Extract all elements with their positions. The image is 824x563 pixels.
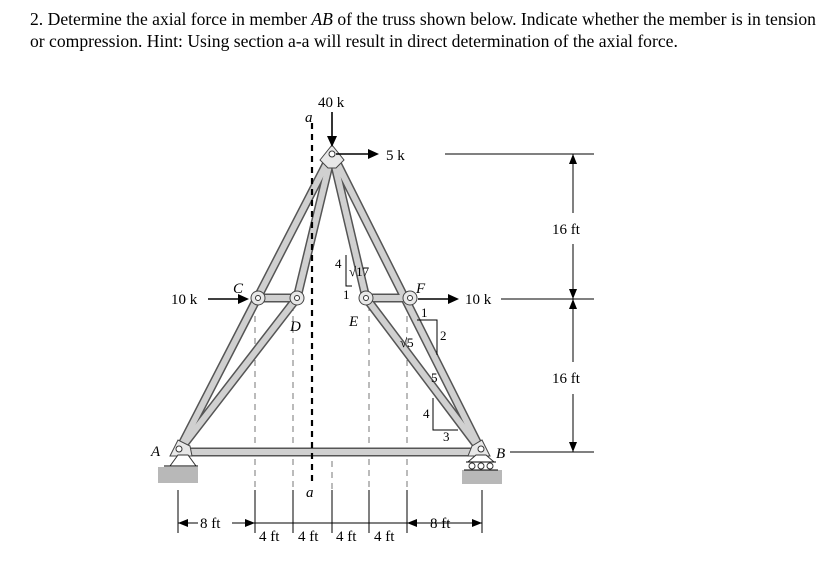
load-40k-label: 40 k bbox=[318, 95, 345, 111]
joint-label-F: F bbox=[416, 281, 426, 297]
dim-4ft-2: 4 ft bbox=[298, 529, 319, 545]
joint-label-C: C bbox=[233, 281, 244, 297]
height-upper-label: 16 ft bbox=[552, 222, 580, 238]
load-10k-right bbox=[418, 292, 492, 308]
slope-3-hyp: 5 bbox=[431, 370, 438, 385]
slope-2-hyp: √5 bbox=[400, 335, 414, 350]
horizontal-dimension bbox=[178, 490, 482, 545]
roller-support-B bbox=[464, 455, 498, 470]
dim-8ft-right: 8 ft bbox=[430, 516, 451, 532]
dim-4ft-3: 4 ft bbox=[336, 529, 357, 545]
slope-2-rise: 1 bbox=[421, 305, 428, 320]
right-ground bbox=[462, 470, 502, 484]
slope-1-run: 1 bbox=[343, 287, 350, 302]
left-ground bbox=[158, 467, 198, 483]
dim-4ft-1: 4 ft bbox=[259, 529, 280, 545]
joint-gussets bbox=[170, 145, 490, 456]
load-5k-label: 5 k bbox=[386, 148, 405, 164]
load-5k bbox=[336, 148, 405, 164]
height-lower-label: 16 ft bbox=[552, 371, 580, 387]
problem-text-1: Determine the axial force in member bbox=[47, 9, 307, 29]
pin-support-A bbox=[164, 455, 198, 466]
slope-3-run: 3 bbox=[443, 429, 450, 444]
load-10k-right-label: 10 k bbox=[465, 292, 492, 308]
load-40k bbox=[318, 95, 345, 147]
dim-8ft-left: 8 ft bbox=[200, 516, 221, 532]
slope-1-rise: 4 bbox=[335, 256, 342, 271]
slope-2-run: 2 bbox=[440, 328, 447, 343]
problem-text-2: of the truss shown below. Indicate whether the member is in tension or compression. Hint: Using section a-a will result in direct determination of the axial force. bbox=[30, 9, 816, 51]
section-label-top: a bbox=[305, 110, 313, 126]
problem-number: 2. bbox=[30, 9, 44, 29]
member-label: AB bbox=[311, 9, 333, 29]
load-10k-left-label: 10 k bbox=[171, 292, 198, 308]
joint-label-D: D bbox=[290, 319, 301, 335]
dim-4ft-4: 4 ft bbox=[374, 529, 395, 545]
slope-1-hyp: √17 bbox=[349, 264, 370, 279]
section-label-bottom: a bbox=[306, 485, 314, 501]
projection-lines bbox=[255, 305, 407, 520]
truss-members bbox=[178, 153, 482, 452]
joint-label-B: B bbox=[496, 446, 506, 462]
slope-3-rise: 4 bbox=[423, 406, 430, 421]
joint-label-E: E bbox=[349, 314, 359, 330]
joint-label-A: A bbox=[151, 444, 161, 460]
